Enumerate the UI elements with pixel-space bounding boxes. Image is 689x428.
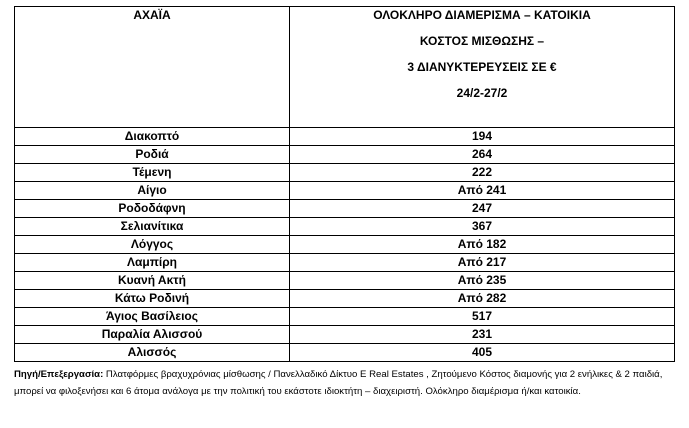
cost-header-line-3: 3 ΔΙΑΝΥΚΤΕΡΕΥΣΕΙΣ ΣΕ €: [407, 60, 557, 74]
table-row: [15, 272, 675, 290]
source-label: Πηγή/Επεξεργασία:: [14, 369, 104, 380]
table-row: [15, 326, 675, 344]
cost-cell: Από 235: [290, 272, 675, 290]
place-cell: Κάτω Ροδινή: [15, 290, 290, 308]
place-cell: Λόγγος: [15, 236, 290, 254]
place-cell: Σελιανίτικα: [15, 218, 290, 236]
cost-cell: 405: [290, 344, 675, 362]
place-cell: Τέμενη: [15, 164, 290, 182]
source-note: [14, 366, 678, 400]
table-row: [15, 200, 675, 218]
document: [14, 6, 674, 400]
place-cell: Αλισσός: [15, 344, 290, 362]
cost-cell: 222: [290, 164, 675, 182]
table-header-row: [15, 7, 675, 128]
table-row: [15, 254, 675, 272]
table-row: [15, 164, 675, 182]
table-row: [15, 236, 675, 254]
cost-header: [290, 7, 675, 128]
place-cell: Ροδιά: [15, 146, 290, 164]
cost-cell: 231: [290, 326, 675, 344]
place-cell: Παραλία Αλισσού: [15, 326, 290, 344]
table-row: [15, 182, 675, 200]
cost-cell: 247: [290, 200, 675, 218]
place-cell: Διακοπτό: [15, 128, 290, 146]
cost-cell: Από 217: [290, 254, 675, 272]
cost-cell: 517: [290, 308, 675, 326]
table-row: [15, 146, 675, 164]
rental-cost-table: [14, 6, 675, 362]
cost-cell: Από 282: [290, 290, 675, 308]
cost-header-line-4: 24/2-27/2: [456, 86, 508, 100]
table-row: [15, 344, 675, 362]
cost-header-line-1: ΟΛΟΚΛΗΡΟ ΔΙΑΜΕΡΙΣΜΑ – ΚΑΤΟΙΚΙΑ: [373, 8, 591, 22]
place-cell: Ροδοδάφνη: [15, 200, 290, 218]
table-row: [15, 128, 675, 146]
cost-cell: 367: [290, 218, 675, 236]
cost-cell: 264: [290, 146, 675, 164]
table-row: [15, 308, 675, 326]
table-row: [15, 290, 675, 308]
cost-cell: 194: [290, 128, 675, 146]
place-cell: Άγιος Βασίλειος: [15, 308, 290, 326]
region-header-label: ΑΧΑΪΑ: [133, 8, 171, 22]
cost-cell: Από 241: [290, 182, 675, 200]
source-text: Πλατφόρμες βραχυχρόνιας μίσθωσης / Πανελλαδικό Δίκτυο E Real Estates , Ζητούμενο Κόστος διαμονής για 2 ενήλικες & 2 παιδιά, μπορεί να φιλοξενήσει και 6 άτομα ανάλογα με την πολιτική του εκάστοτε ιδιοκτήτη – διαχειριστή. Ολόκληρο διαμέρισμα ή/και κατοικία.: [14, 369, 663, 397]
cost-header-line-2: ΚΟΣΤΟΣ ΜΙΣΘΩΣΗΣ –: [419, 34, 545, 48]
table-row: [15, 218, 675, 236]
place-cell: Λαμπίρη: [15, 254, 290, 272]
cost-cell: Από 182: [290, 236, 675, 254]
place-cell: Αίγιο: [15, 182, 290, 200]
region-header: [15, 7, 290, 128]
place-cell: Κυανή Ακτή: [15, 272, 290, 290]
